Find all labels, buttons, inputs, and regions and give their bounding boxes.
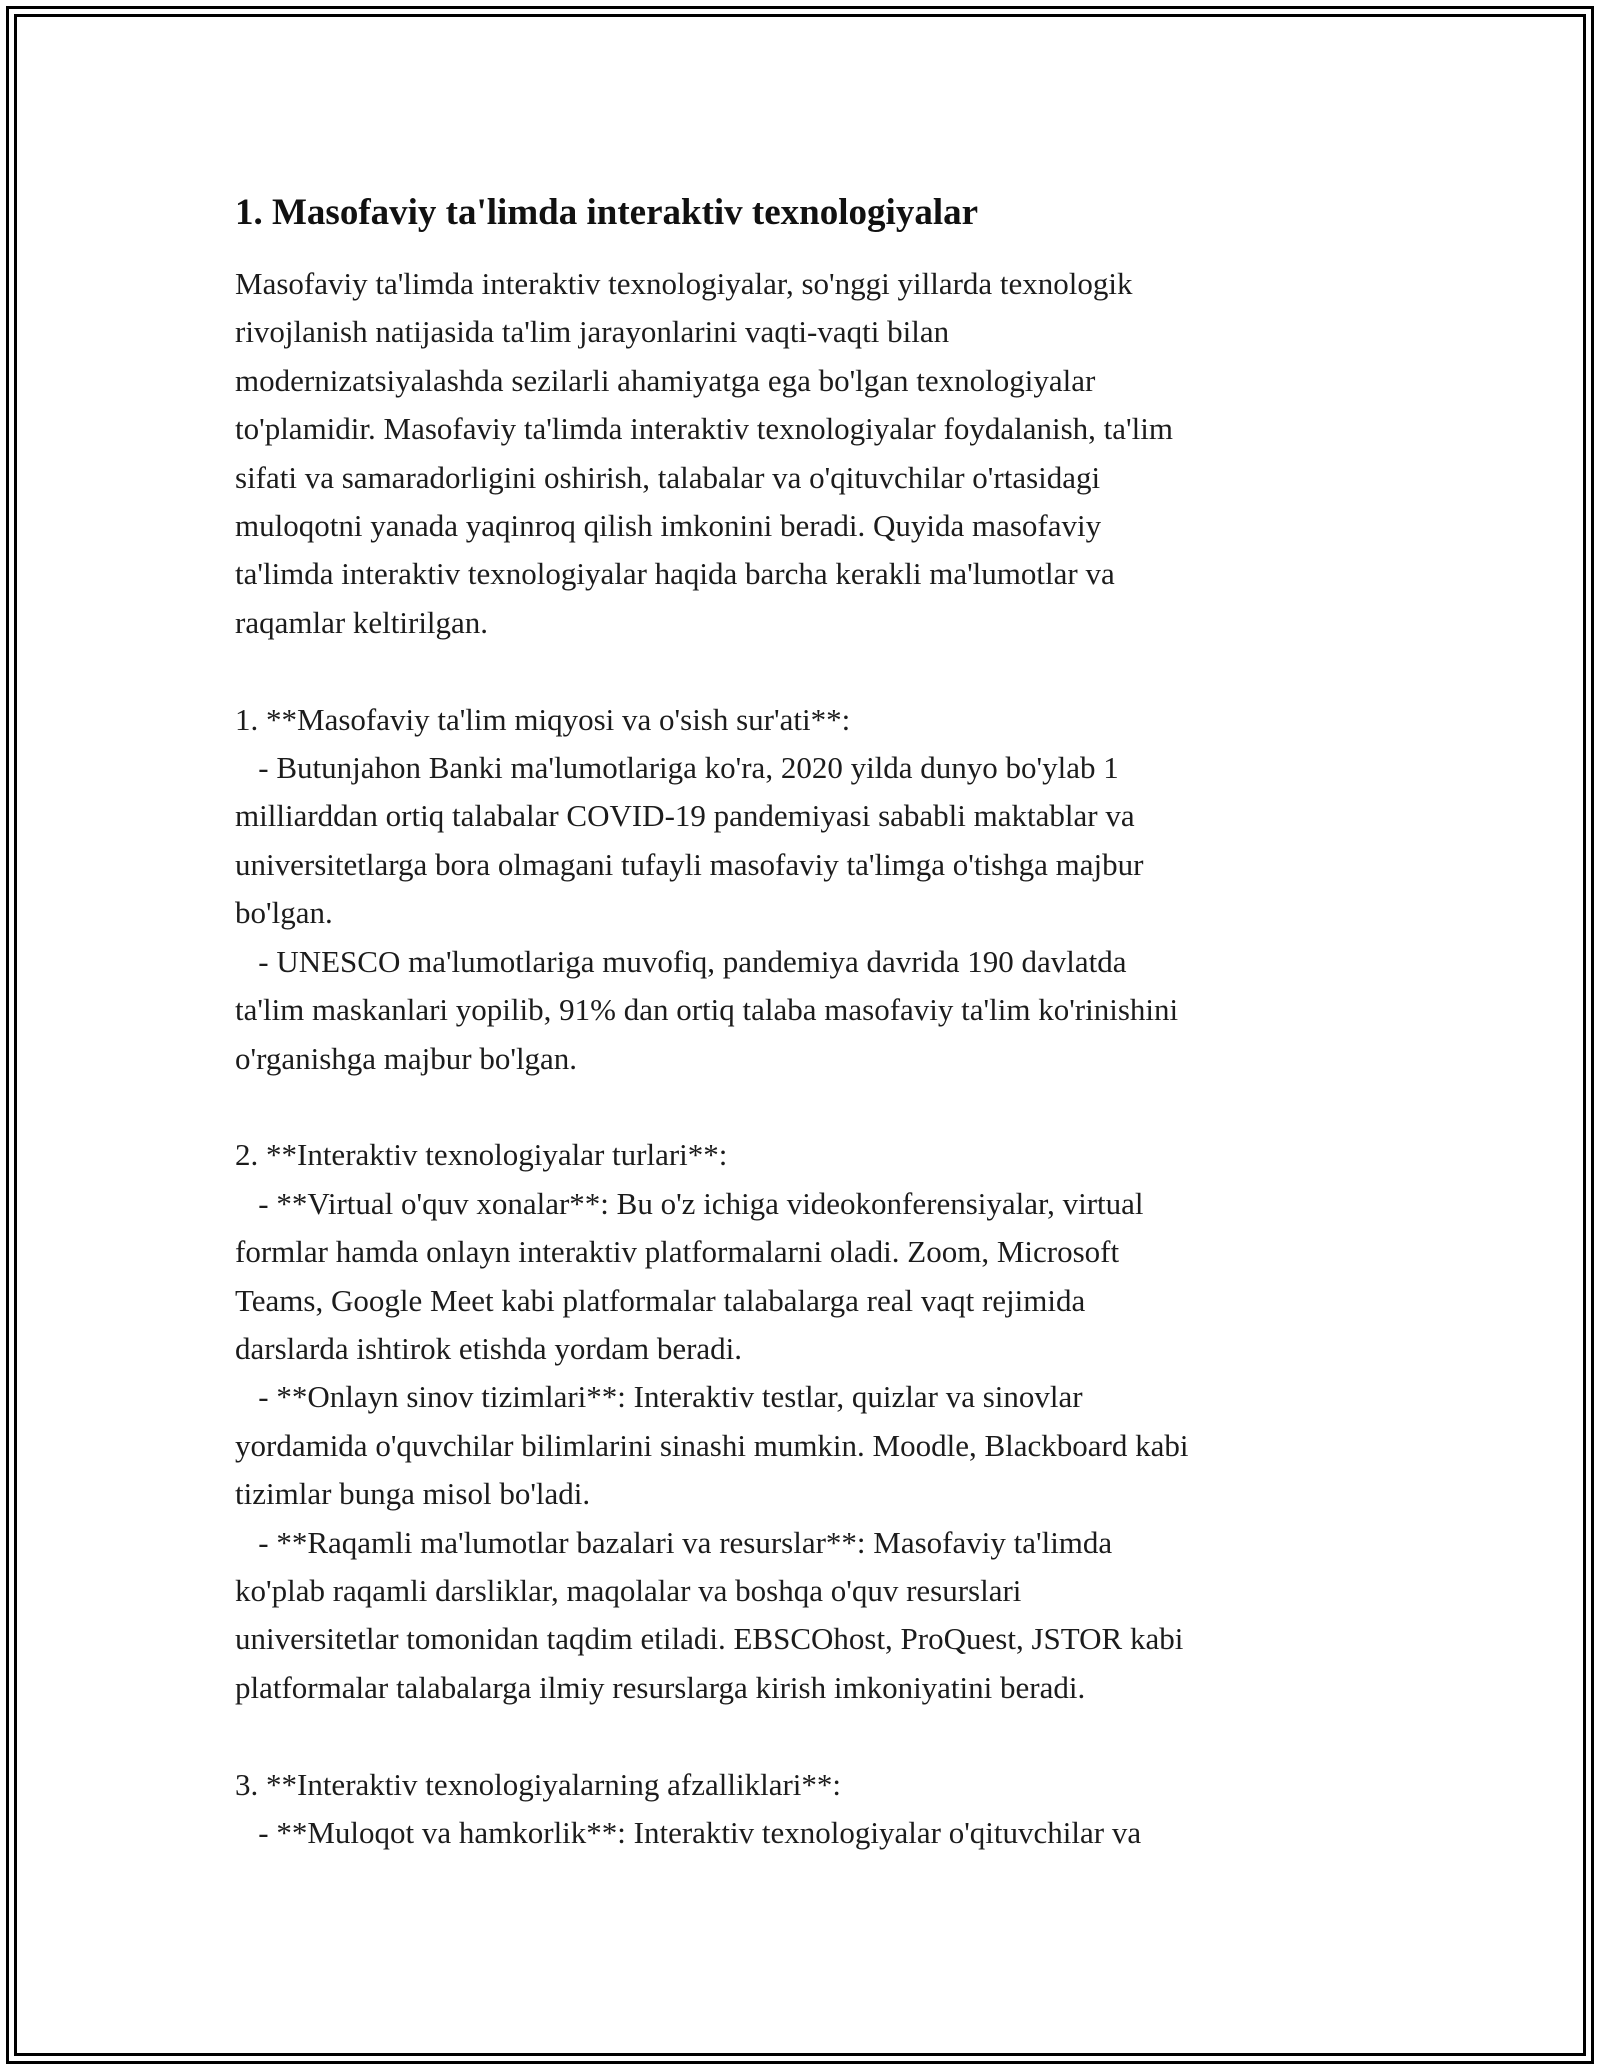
document-title: 1. Masofaviy ta'limda interaktiv texnologiyalar <box>235 192 979 233</box>
document-body: Masofaviy ta'limda interaktiv texnologiyalar, so'nggi yillarda texnologik rivojlanish natijasida ta'lim jarayonlarini vaqti-vaqti bilan modernizatsiyalashda sezilarli ahamiyatga ega bo'lgan texnologiyalar to'plamidir. Masofaviy ta'limda interaktiv texnologiyalar foydalanish, ta'lim sifati va samaradorligini oshirish, talabalar va o'qituvchilar o'rtasidagi muloqotni yanada yaqinroq qilish imkonini beradi. Quyida masofaviy ta'limda interaktiv texnologiyalar haqida barcha kerakli ma'lumotlar va raqamlar keltirilgan. 1. **Masofaviy ta'lim miqyosi va o'sish sur'ati**: - Butunjahon Banki ma'lumotlariga ko'ra, 2020 yilda dunyo bo'ylab 1 milliarddan ortiq talabalar COVID-19 pandemiyasi sababli maktablar va universitetlarga bora olmagani tufayli masofaviy ta'limga o'tishga majbur bo'lgan. - UNESCO ma'lumotlariga muvofiq, pandemiya davrida 190 davlatda ta'lim maskanlari yopilib, 91% dan ortiq talaba masofaviy ta'lim ko'rinishini o'rganishga majbur bo'lgan. 2. **Interaktiv texnologiyalar turlari**: - **Virtual o'quv xonalar**: Bu o'z ichiga videokonferensiyalar, virtual formlar hamda onlayn interaktiv platformalarni oladi. Zoom, Microsoft Teams, Google Meet kabi platformalar talabalarga real vaqt rejimida darslarda ishtirok etishda yordam beradi. - **Onlayn sinov tizimlari**: Interaktiv testlar, quizlar va sinovlar yordamida o'quvchilar bilimlarini sinashi mumkin. Moodle, Blackboard kabi tizimlar bunga misol bo'ladi. - **Raqamli ma'lumotlar bazalari va resurslar**: Masofaviy ta'limda ko'plab raqamli darsliklar, maqolalar va boshqa o'quv resurslari universitetlar tomonidan taqdim etiladi. EBSCOhost, ProQuest, JSTOR kabi platformalar talabalarga ilmiy resurslarga kirish imkoniyatini beradi. 3. **Interaktiv texnologiyalarning afzalliklari**: - **Muloqot va hamkorlik**: Interaktiv texnologiyalar o'qituvchilar va <box>235 266 1189 1850</box>
document-content <box>235 188 1375 1857</box>
